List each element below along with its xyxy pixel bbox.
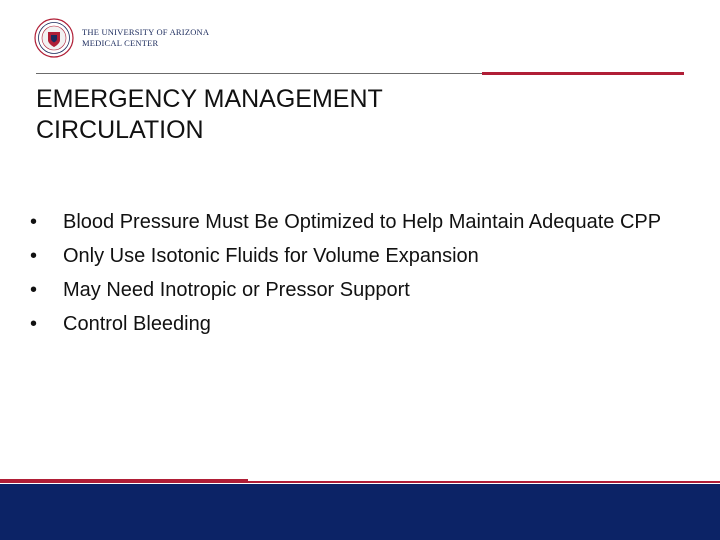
list-item [30,210,690,234]
bullet-text: Only Use Isotonic Fluids for Volume Expansion [63,245,479,267]
footer-band [0,484,720,540]
bullet-dot-icon: • [30,313,38,335]
bullet-dot-icon: • [30,211,38,233]
logo-line-medical-center: MEDICAL CENTER [82,38,159,48]
bullet-dot-icon: • [30,279,38,301]
medical-center-logo [34,18,209,58]
title-line-2: CIRCULATION [36,116,204,144]
footer-rule-red [0,481,720,483]
list-item [30,312,690,336]
bullet-dot-icon: • [30,245,38,267]
bullet-list [30,210,690,346]
logo-line-university: THE UNIVERSITY OF ARIZONA [82,27,210,37]
logo-wordmark [82,27,209,49]
header-rule-red [482,72,684,75]
header-rule-gray [36,73,482,74]
list-item [30,278,690,302]
title-line-1: EMERGENCY MANAGEMENT [36,85,383,113]
bullet-text: May Need Inotropic or Pressor Support [63,279,410,301]
bullet-text: Blood Pressure Must Be Optimized to Help Maintain Adequate CPP [63,211,662,233]
list-item [30,244,690,268]
bullet-text: Control Bleeding [63,313,211,335]
university-seal-icon [34,18,74,58]
slide-title [36,84,676,146]
